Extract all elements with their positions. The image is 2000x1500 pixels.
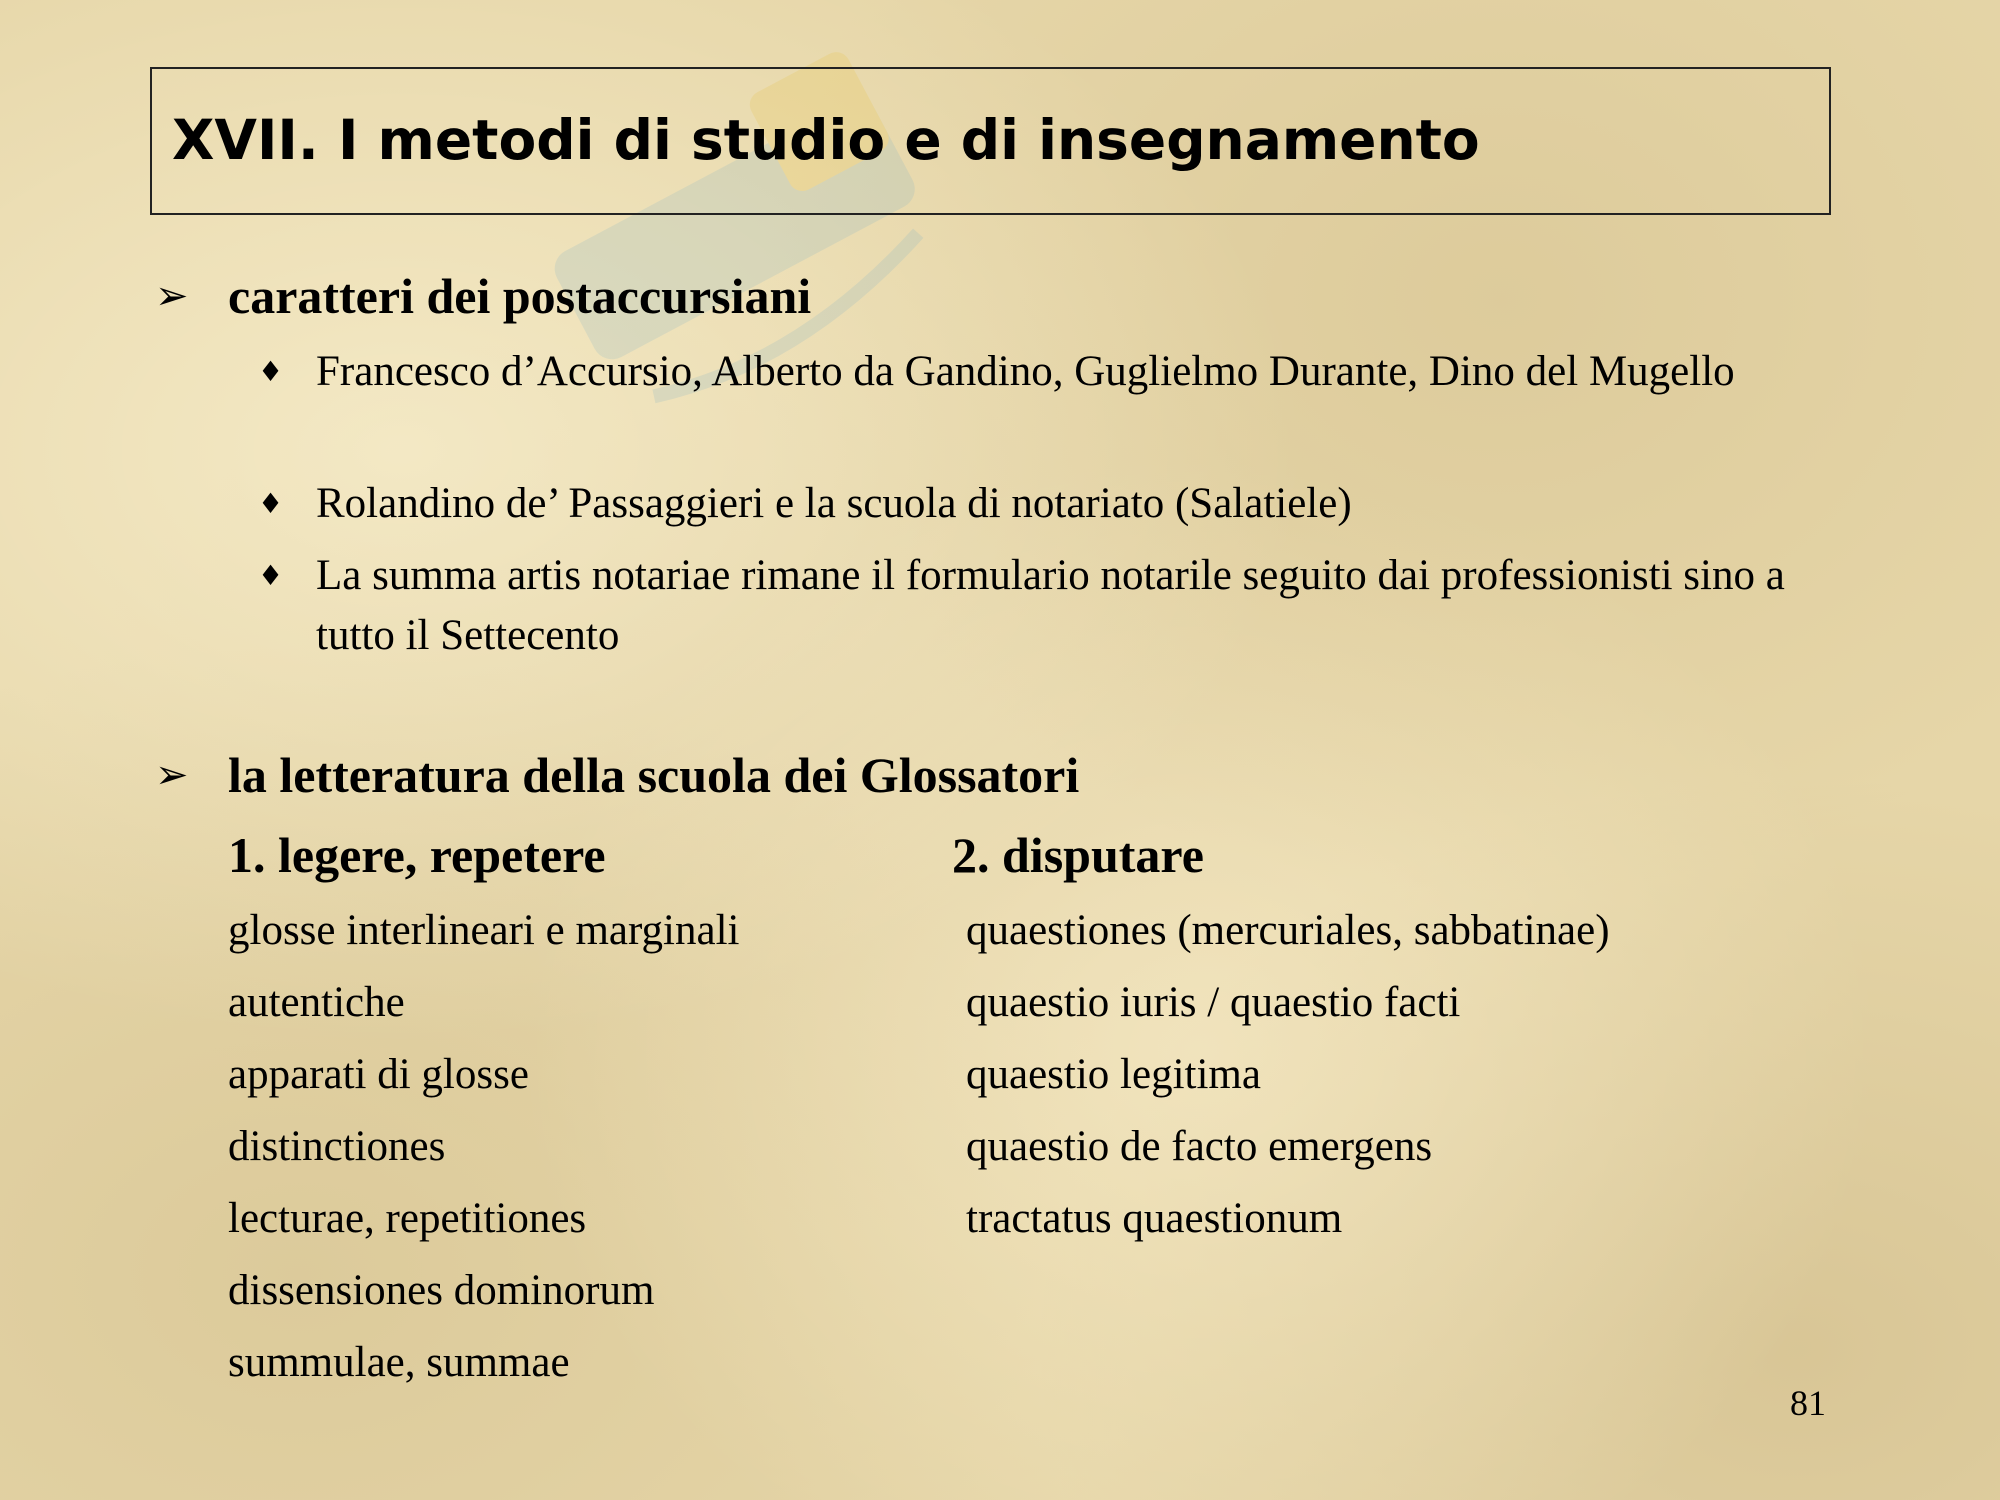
list-item: tractatus quaestionum xyxy=(966,1195,1343,1242)
list-item: quaestio de facto emergens xyxy=(966,1123,1433,1170)
list-item: distinctiones xyxy=(228,1123,446,1170)
list-item: autentiche xyxy=(228,979,405,1026)
list-item: dissensiones dominorum xyxy=(228,1267,655,1314)
list-item: lecturae, repetitiones xyxy=(228,1195,587,1242)
title-box xyxy=(150,67,1831,215)
diamond-icon: ♦ xyxy=(258,487,284,520)
page-title: XVII. I metodi di studio e di insegnamento xyxy=(172,108,1480,172)
list-item: quaestiones (mercuriales, sabbatinae) xyxy=(966,907,1610,954)
diamond-icon: ♦ xyxy=(258,559,284,592)
arrowhead-icon: ➢ xyxy=(155,752,189,798)
arrowhead-icon: ➢ xyxy=(155,273,189,319)
column-heading-legere: 1. legere, repetere xyxy=(228,827,606,883)
list-item: summulae, summae xyxy=(228,1339,570,1386)
column-heading-disputare: 2. disputare xyxy=(952,827,1204,883)
list-item: quaestio legitima xyxy=(966,1051,1261,1098)
page-number: 81 xyxy=(1790,1383,1826,1423)
list-item: quaestio iuris / quaestio facti xyxy=(966,979,1461,1026)
list-item: apparati di glosse xyxy=(228,1051,529,1098)
diamond-icon: ♦ xyxy=(258,355,284,388)
list-item: glosse interlineari e marginali xyxy=(228,907,740,954)
